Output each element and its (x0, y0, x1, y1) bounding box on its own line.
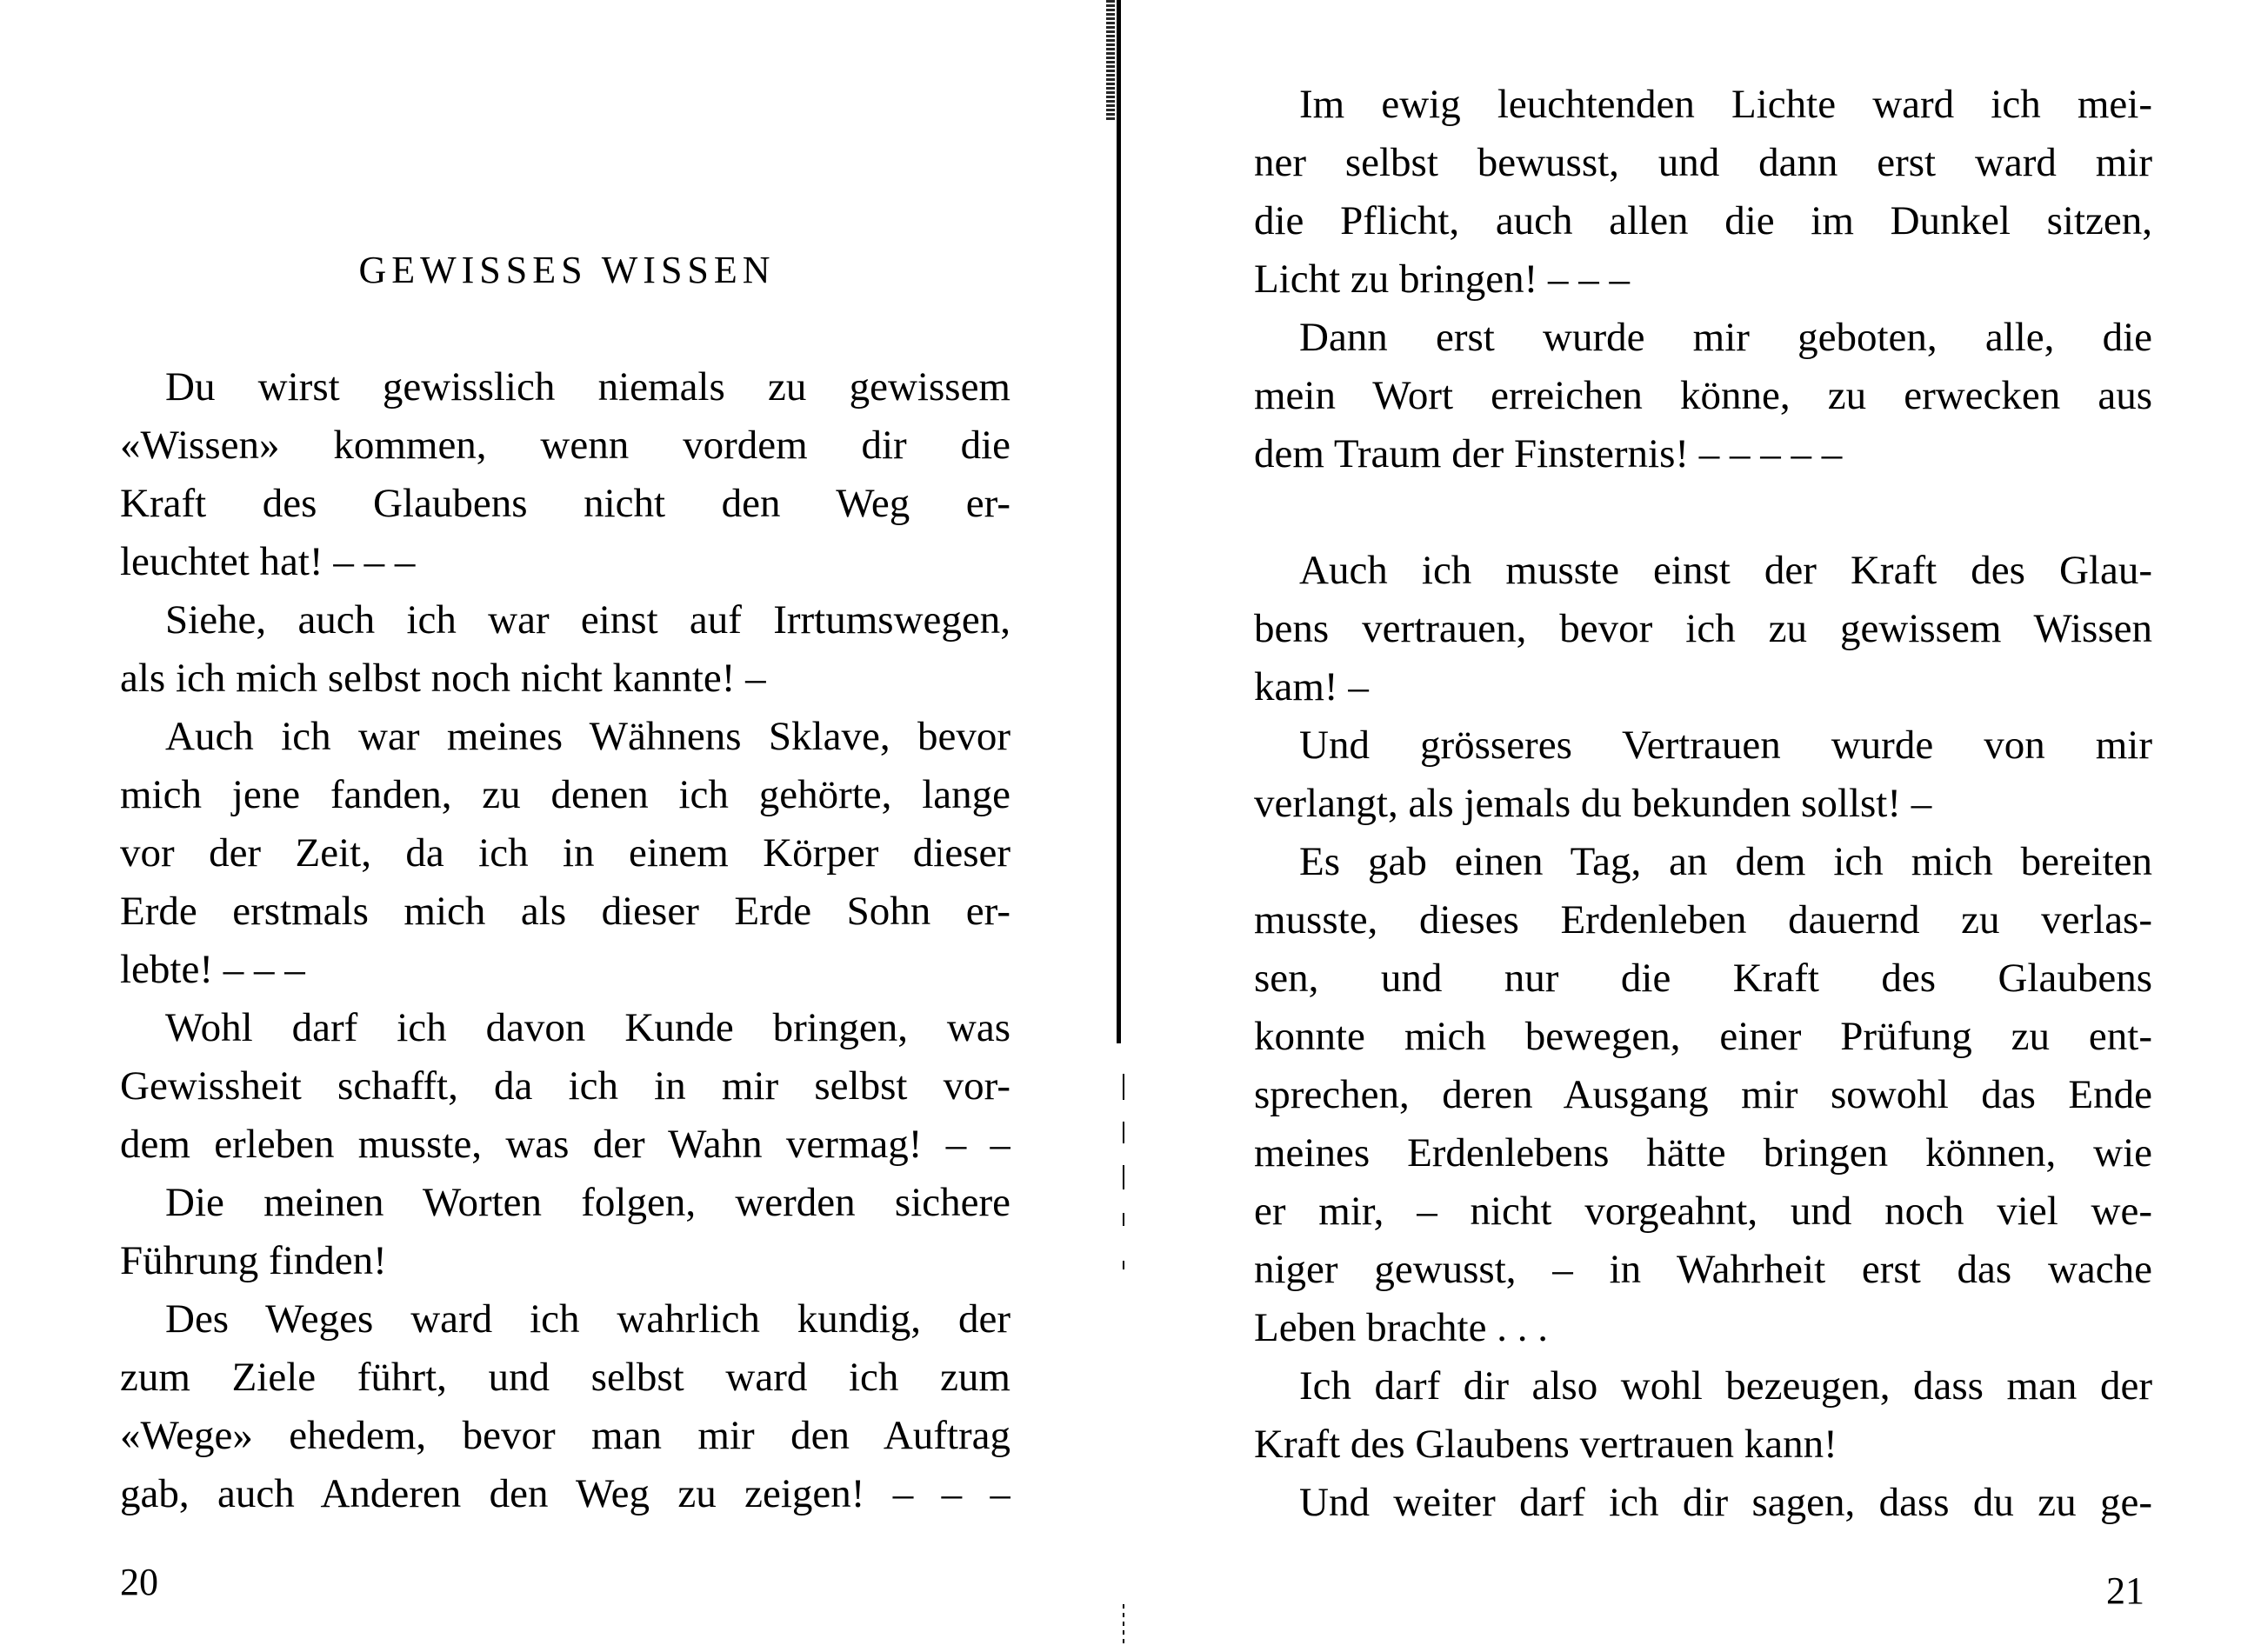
text-line: dem Traum der Finsternis! – – – – – (1254, 431, 1843, 476)
text-line: mein Wort erreichen könne, zu erwecken aus (1254, 373, 2152, 418)
text-line: musste, dieses Erdenleben dauernd zu verlas- (1254, 897, 2152, 943)
text-line: die Pflicht, auch allen die im Dunkel sitzen, (1254, 198, 2152, 243)
blank-line (1254, 483, 2152, 542)
text-line: er mir, – nicht vorgeahnt, und noch viel we- (1254, 1189, 2152, 1234)
text-line: als ich mich selbst noch nicht kannte! – (120, 656, 766, 701)
text-line: Auch ich war meines Wähnens Sklave, bevor (165, 714, 1010, 759)
text-line: bens vertrauen, bevor ich zu gewissem Wissen (1254, 606, 2152, 651)
text-line: Leben brachte . . . (1254, 1305, 1548, 1350)
text-line: Und grösseres Vertrauen wurde von mir (1299, 723, 2152, 768)
text-line: Du wirst gewisslich niemals zu gewissem (165, 364, 1010, 410)
text-line: verlangt, als jemals du bekunden sollst! – (1254, 781, 1932, 826)
text-line: Es gab einen Tag, an dem ich mich bereiten (1299, 839, 2152, 884)
text-line: kam! – (1254, 664, 1369, 709)
text-line: dem erleben musste, was der Wahn vermag! – – (120, 1122, 1010, 1167)
text-line: Wohl darf ich davon Kunde bringen, was (165, 1005, 1010, 1050)
text-line: Im ewig leuchtenden Lichte ward ich mei- (1299, 82, 2152, 127)
text-line: Kraft des Glaubens nicht den Weg er- (120, 481, 1010, 526)
text-line: lebte! – – – (120, 947, 305, 992)
text-line: Licht zu bringen! – – – (1254, 256, 1631, 302)
text-line: Kraft des Glaubens vertrauen kann! (1254, 1422, 1837, 1467)
page-number: 20 (120, 1561, 158, 1603)
text-line: Und weiter darf ich dir sagen, dass du zu ge- (1299, 1480, 2152, 1525)
text-line: mich jene fanden, zu denen ich gehörte, lange (120, 772, 1010, 817)
text-line: Des Weges ward ich wahrlich kundig, der (165, 1296, 1010, 1342)
text-line: meines Erdenlebens hätte bringen können, wie (1254, 1130, 2152, 1176)
text-line: «Wege» ehedem, bevor man mir den Auftrag (120, 1413, 1010, 1458)
text-line: Siehe, auch ich war einst auf Irrtumswegen, (165, 597, 1010, 643)
text-line: vor der Zeit, da ich in einem Körper dieser (120, 830, 1010, 876)
text-line: Die meinen Worten folgen, werden sichere (165, 1180, 1010, 1225)
text-line: Gewissheit schafft, da ich in mir selbst vor- (120, 1063, 1010, 1109)
text-line: ner selbst bewusst, und dann erst ward mir (1254, 140, 2152, 185)
text-line: Auch ich musste einst der Kraft des Glau- (1299, 548, 2152, 593)
text-line: niger gewusst, – in Wahrheit erst das wache (1254, 1247, 2152, 1292)
text-line: gab, auch Anderen den Weg zu zeigen! – – – (120, 1471, 1010, 1516)
text-line: Erde erstmals mich als dieser Erde Sohn er- (120, 889, 1010, 934)
text-line: Ich darf dir also wohl bezeugen, dass man der (1299, 1363, 2152, 1409)
text-line: zum Ziele führt, und selbst ward ich zum (120, 1355, 1010, 1400)
page-number: 21 (2106, 1569, 2144, 1612)
text-line: sprechen, deren Ausgang mir sowohl das Ende (1254, 1072, 2152, 1117)
text-line: Dann erst wurde mir geboten, alle, die (1299, 315, 2152, 360)
text-line: sen, und nur die Kraft des Glaubens (1254, 956, 2152, 1001)
chapter-title: GEWISSES WISSEN (358, 249, 776, 291)
text-line: Führung finden! (120, 1238, 387, 1283)
text-line: leuchtet hat! – – – (120, 539, 416, 584)
text-line: konnte mich bewegen, einer Prüfung zu ent- (1254, 1014, 2152, 1059)
text-line: «Wissen» kommen, wenn vordem dir die (120, 423, 1010, 468)
